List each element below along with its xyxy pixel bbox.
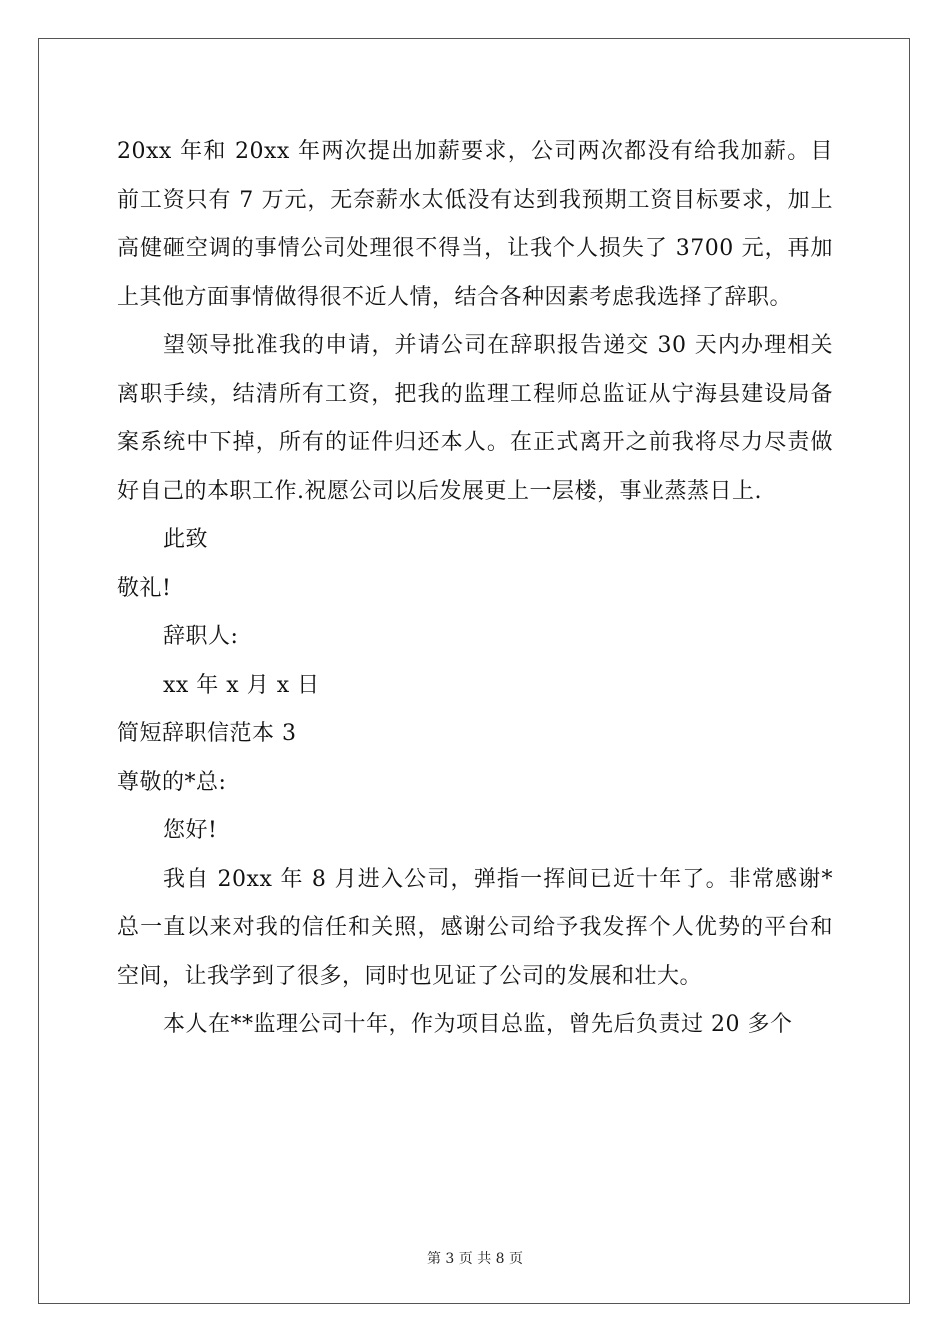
paragraph-salary: 20xx 年和 20xx 年两次提出加薪要求，公司两次都没有给我加薪。目前工资只有 7 万元，无奈薪水太低没有达到我预期工资目标要求，加上高健砸空调的事情公司处理很不得当，让我个人损失了 3700 元，再加上其他方面事情做得很不近人情，结合各种因素考虑我选择了辞职。 <box>117 139 833 310</box>
closing-salutation: 此致 <box>163 527 209 552</box>
paragraph-experience: 本人在**监理公司十年，作为项目总监，曾先后负责过 20 多个 <box>163 1012 793 1037</box>
document-body <box>117 128 833 1050</box>
signature-label: 辞职人: <box>163 624 239 649</box>
letter-hello: 您好! <box>163 818 218 843</box>
paragraph-thanks: 我自 20xx 年 8 月进入公司，弹指一挥间已近十年了。非常感谢*总一直以来对我的信任和关照，感谢公司给予我发挥个人优势的平台和空间，让我学到了很多，同时也见证了公司的发展和壮大。 <box>117 866 833 989</box>
signature-date: xx 年 x 月 x 日 <box>163 672 320 698</box>
paragraph-request: 望领导批准我的申请，并请公司在辞职报告递交 30 天内办理相关离职手续，结清所有工资，把我的监理工程师总监证从宁海县建设局备案系统中下掉，所有的证件归还本人。在正式离开之前我将尽力尽责做好自己的本职工作.祝愿公司以后发展更上一层楼，事业蒸蒸日上. <box>117 333 833 504</box>
section-heading: 简短辞职信范本 3 <box>117 721 297 746</box>
page-footer: 第 3 页 共 8 页 <box>426 1251 524 1267</box>
closing-regards: 敬礼! <box>117 575 172 601</box>
letter-greeting: 尊敬的*总: <box>117 769 227 795</box>
